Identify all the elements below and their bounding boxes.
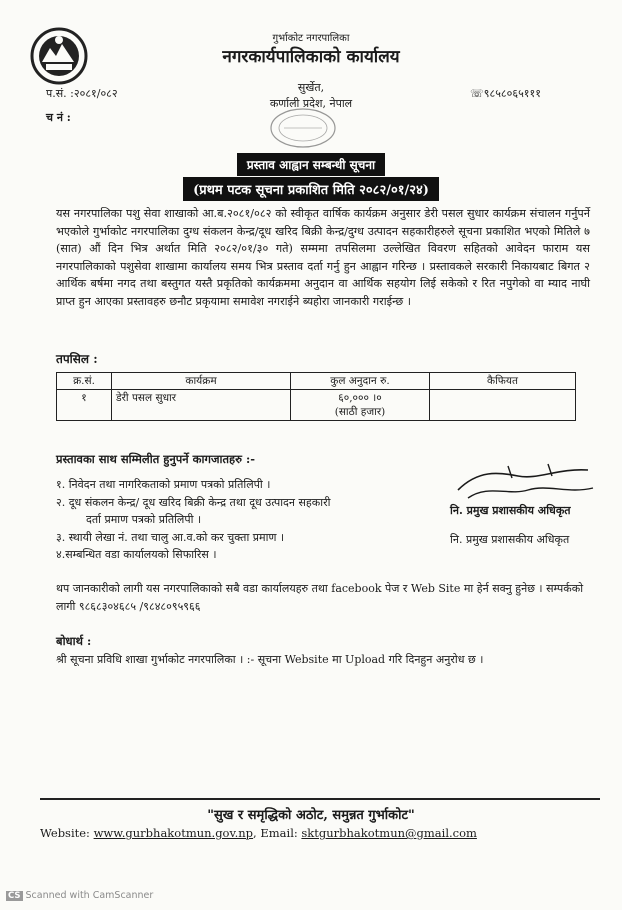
cell-remarks (430, 390, 576, 421)
details-label: तपसिल : (56, 352, 98, 366)
list-item: ३. स्थायी लेखा नं. तथा चालु आ.व.को कर चुक्ता प्रमाण । (56, 530, 285, 544)
table-row (57, 390, 576, 421)
table-header-row (57, 373, 576, 390)
amount-words: (साठी हजार) (334, 406, 386, 418)
municipality-name: गुर्भाकोट नगरपालिका (272, 33, 350, 44)
details-table (56, 372, 576, 421)
header-remarks: कैफियत (430, 373, 576, 390)
cell-program: डेरी पसल सुधार (112, 390, 291, 421)
address-line-2: कर्णाली प्रदेश, नेपाल (269, 97, 353, 110)
cc-label: बोधार्थ : (56, 634, 92, 648)
publish-date: (प्रथम पटक सूचना प्रकाशित मिति २०८२/०१/२४) (183, 177, 439, 201)
cell-amount (291, 390, 430, 421)
reference-number: प.सं. :२०८१/०८२ (46, 87, 118, 100)
list-item: ४.सम्बन्धित वडा कार्यालयको सिफारिस । (56, 548, 217, 561)
header-sn: क्र.सं. (57, 373, 112, 390)
notice-title-banner (0, 153, 622, 176)
signatory-title-signed: नि. प्रमुख प्रशासकीय अधिकृत (450, 504, 571, 517)
email-label: , Email: (253, 826, 298, 840)
footer-motto: "सुख र समृद्धिको अठोट, समुन्नत गुर्भाकोट" (207, 808, 415, 823)
header-amount: कुल अनुदान रु. (291, 373, 430, 390)
requirements-list (56, 476, 406, 564)
contact-paragraph: थप जानकारीको लागी यस नगरपालिकाको सबै वडा कार्यालयहरु तथा facebook पेज र Web Site मा हेर्न सक्नु हुनेछ । सम्पर्कको लागी ९८६८३०४६८५ /९८४८०९५९६६ (56, 582, 584, 613)
cc-text: श्री सूचना प्रविधि शाखा गुर्भाकोट नगरपालिका । :- सूचना Website मा Upload गरि दिनहुन अनुरोध छ । (56, 653, 484, 666)
list-item: १. निवेदन तथा नागरिकताको प्रमाण पत्रको प्रतिलिपी । (56, 478, 271, 491)
office-seal-stamp-icon (268, 106, 338, 150)
notice-title: प्रस्ताव आह्वान सम्बन्धी सूचना (237, 153, 385, 176)
amount-figure: ६०,००० ।० (338, 392, 382, 404)
requirements-title: प्रस्तावका साथ सम्मिलीत हुनुपर्ने कागजातहरु :- (56, 452, 256, 466)
list-item: दर्ता प्रमाण पत्रको प्रतिलिपी । (86, 513, 202, 526)
office-title: नगरकार्यपालिकाको कार्यालय (222, 47, 400, 67)
cell-sn: १ (57, 390, 112, 421)
scanner-watermark (6, 890, 153, 901)
notice-body-paragraph: यस नगरपालिका पशु सेवा शाखाको आ.ब.२०८१/०८२ को स्वीकृत वार्षिक कार्यक्रम अनुसार डेरी पसल सुधार कार्यक्रम संचालन गर्नुपर्ने भएकोले गुर्भाकोट नगरपालिका दुग्ध संकलन केन्द्र/दूध खरिद बिक्री केन्द्र/दुग्ध उत्पादन सहकारीहरुले सूचना प्रकाशित भएको मितिले ७ (सात) औं दिन भित्र अर्थात मिति २०८२/०१/३० गते) सम्ममा तपसिलमा उल्लेखित विवरण सहितको आवेदन फाराम यस नगरपालिकाको पशुसेवा शाखामा कार्यालय समय भित्र प्रस्ताव दर्ता गर्नु हुन आह्वान गरिन्छ । प्रस्तावकले सरकारी निकायबाट बिगत २ आर्थिक बर्षमा नगद तथा बस्तुगत यस्तै प्रकृतिको कार्यक्रममा अनुदान वा आर्थिक सहयोग लिई सकेको र रित नपुगेको वा म्याद नाघी प्राप्त हुन आएका प्रस्तावहरु छनौट प्रकृयामा समावेश नगराईने ब्यहोरा जानकारी गराईन्छ । (56, 207, 590, 308)
signatory-title: नि. प्रमुख प्रशासकीय अधिकृत (450, 533, 570, 546)
footer-divider (40, 798, 600, 800)
website-link[interactable]: www.gurbhakotmun.gov.np (93, 826, 254, 840)
scanner-watermark-text: Scanned with CamScanner (25, 890, 154, 901)
website-label: Website: (40, 826, 90, 840)
dispatch-number: च नं : (46, 111, 71, 124)
address-line-1: सुर्खेत, (297, 81, 325, 94)
footer-contact (40, 826, 477, 840)
header-program: कार्यक्रम (112, 373, 291, 390)
signature-scribble-icon (448, 460, 598, 506)
list-item: २. दूध संकलन केन्द्र/ दूध खरिद बिक्री केन्द्र तथा दूध उत्पादन सहकारी (56, 495, 331, 509)
publish-date-banner (0, 177, 622, 201)
camscanner-badge-icon: CS (8, 891, 21, 901)
email-link[interactable]: sktgurbhakotmun@gmail.com (301, 826, 477, 840)
phone-number: ☏९८५८०६५१११ (470, 87, 541, 100)
